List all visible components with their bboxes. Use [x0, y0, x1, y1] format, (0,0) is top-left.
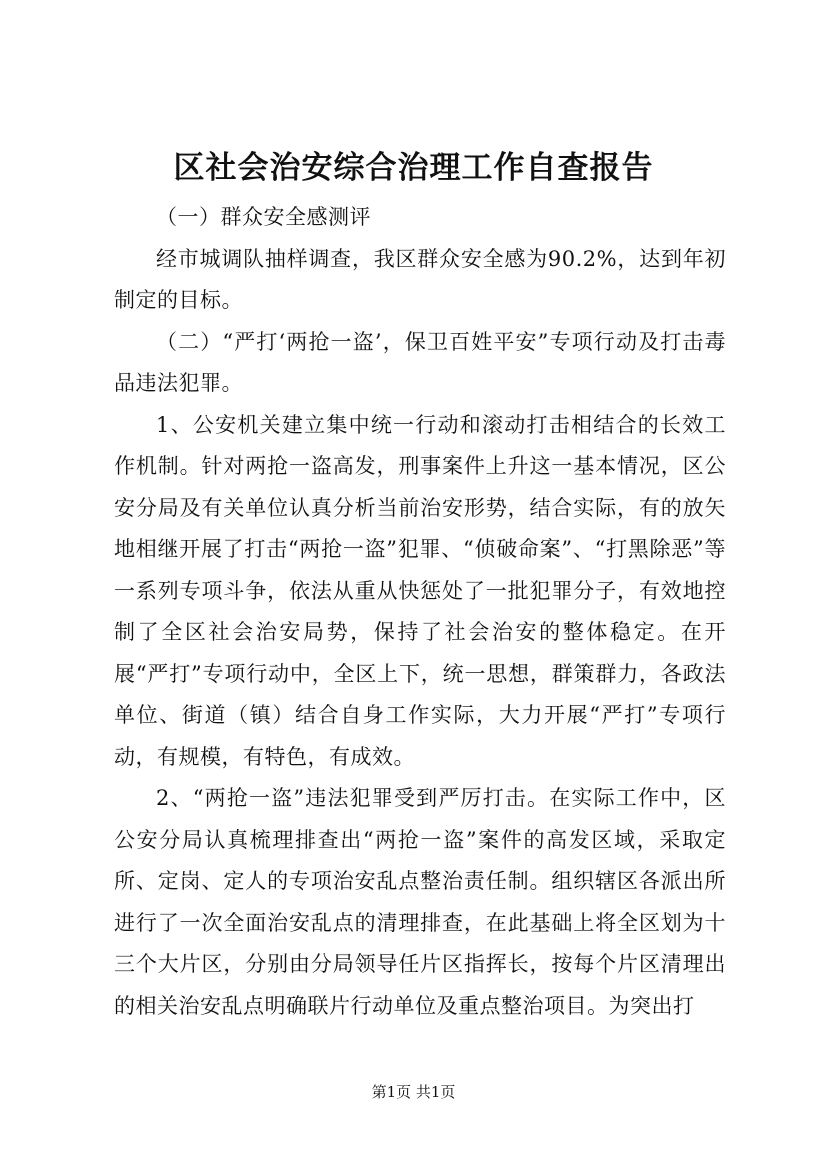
paragraph-1: 经市城调队抽样调查，我区群众安全感为90.2%，达到年初制定的目标。: [114, 246, 726, 312]
document-title: 区社会治安综合治理工作自查报告: [173, 150, 654, 186]
page-footer: 第1页 共1页: [371, 1083, 456, 1101]
document-body: [114, 197, 726, 1027]
section-heading-1: （一）群众安全感测评: [156, 205, 371, 229]
paragraph-3: 2、“两抢一盗”违法犯罪受到严厉打击。在实际工作中，区公安分局认真梳理排查出“两抢一盗”案件的高发区域，采取定所、定岗、定人的专项治安乱点整治责任制。组织辖区各派出所进行了一次全面治安乱点的清理排查，在此基础上将全区划为十三个大片区，分别由分局领导任片区指挥长，按每个片区清理出的相关治安乱点明确联片行动单位及重点整治项目。为突出打: [114, 786, 726, 1018]
section-heading-2: （二）“严打‘两抢一盗’，保卫百姓平安”专项行动及打击毒品违法犯罪。: [114, 329, 726, 395]
paragraph-2: 1、公安机关建立集中统一行动和滚动打击相结合的长效工作机制。针对两抢一盗高发，刑事案件上升这一基本情况，区公安分局及有关单位认真分析当前治安形势，结合实际，有的放矢地相继开展了打击“两抢一盗”犯罪、“侦破命案”、“打黑除恶”等一系列专项斗争，依法从重从快惩处了一批犯罪分子，有效地控制了全区社会治安局势，保持了社会治安的整体稳定。在开展“严打”专项行动中，全区上下，统一思想，群策群力，各政法单位、街道（镇）结合自身工作实际，大力开展“严打”专项行动，有规模，有特色，有成效。: [114, 412, 726, 769]
